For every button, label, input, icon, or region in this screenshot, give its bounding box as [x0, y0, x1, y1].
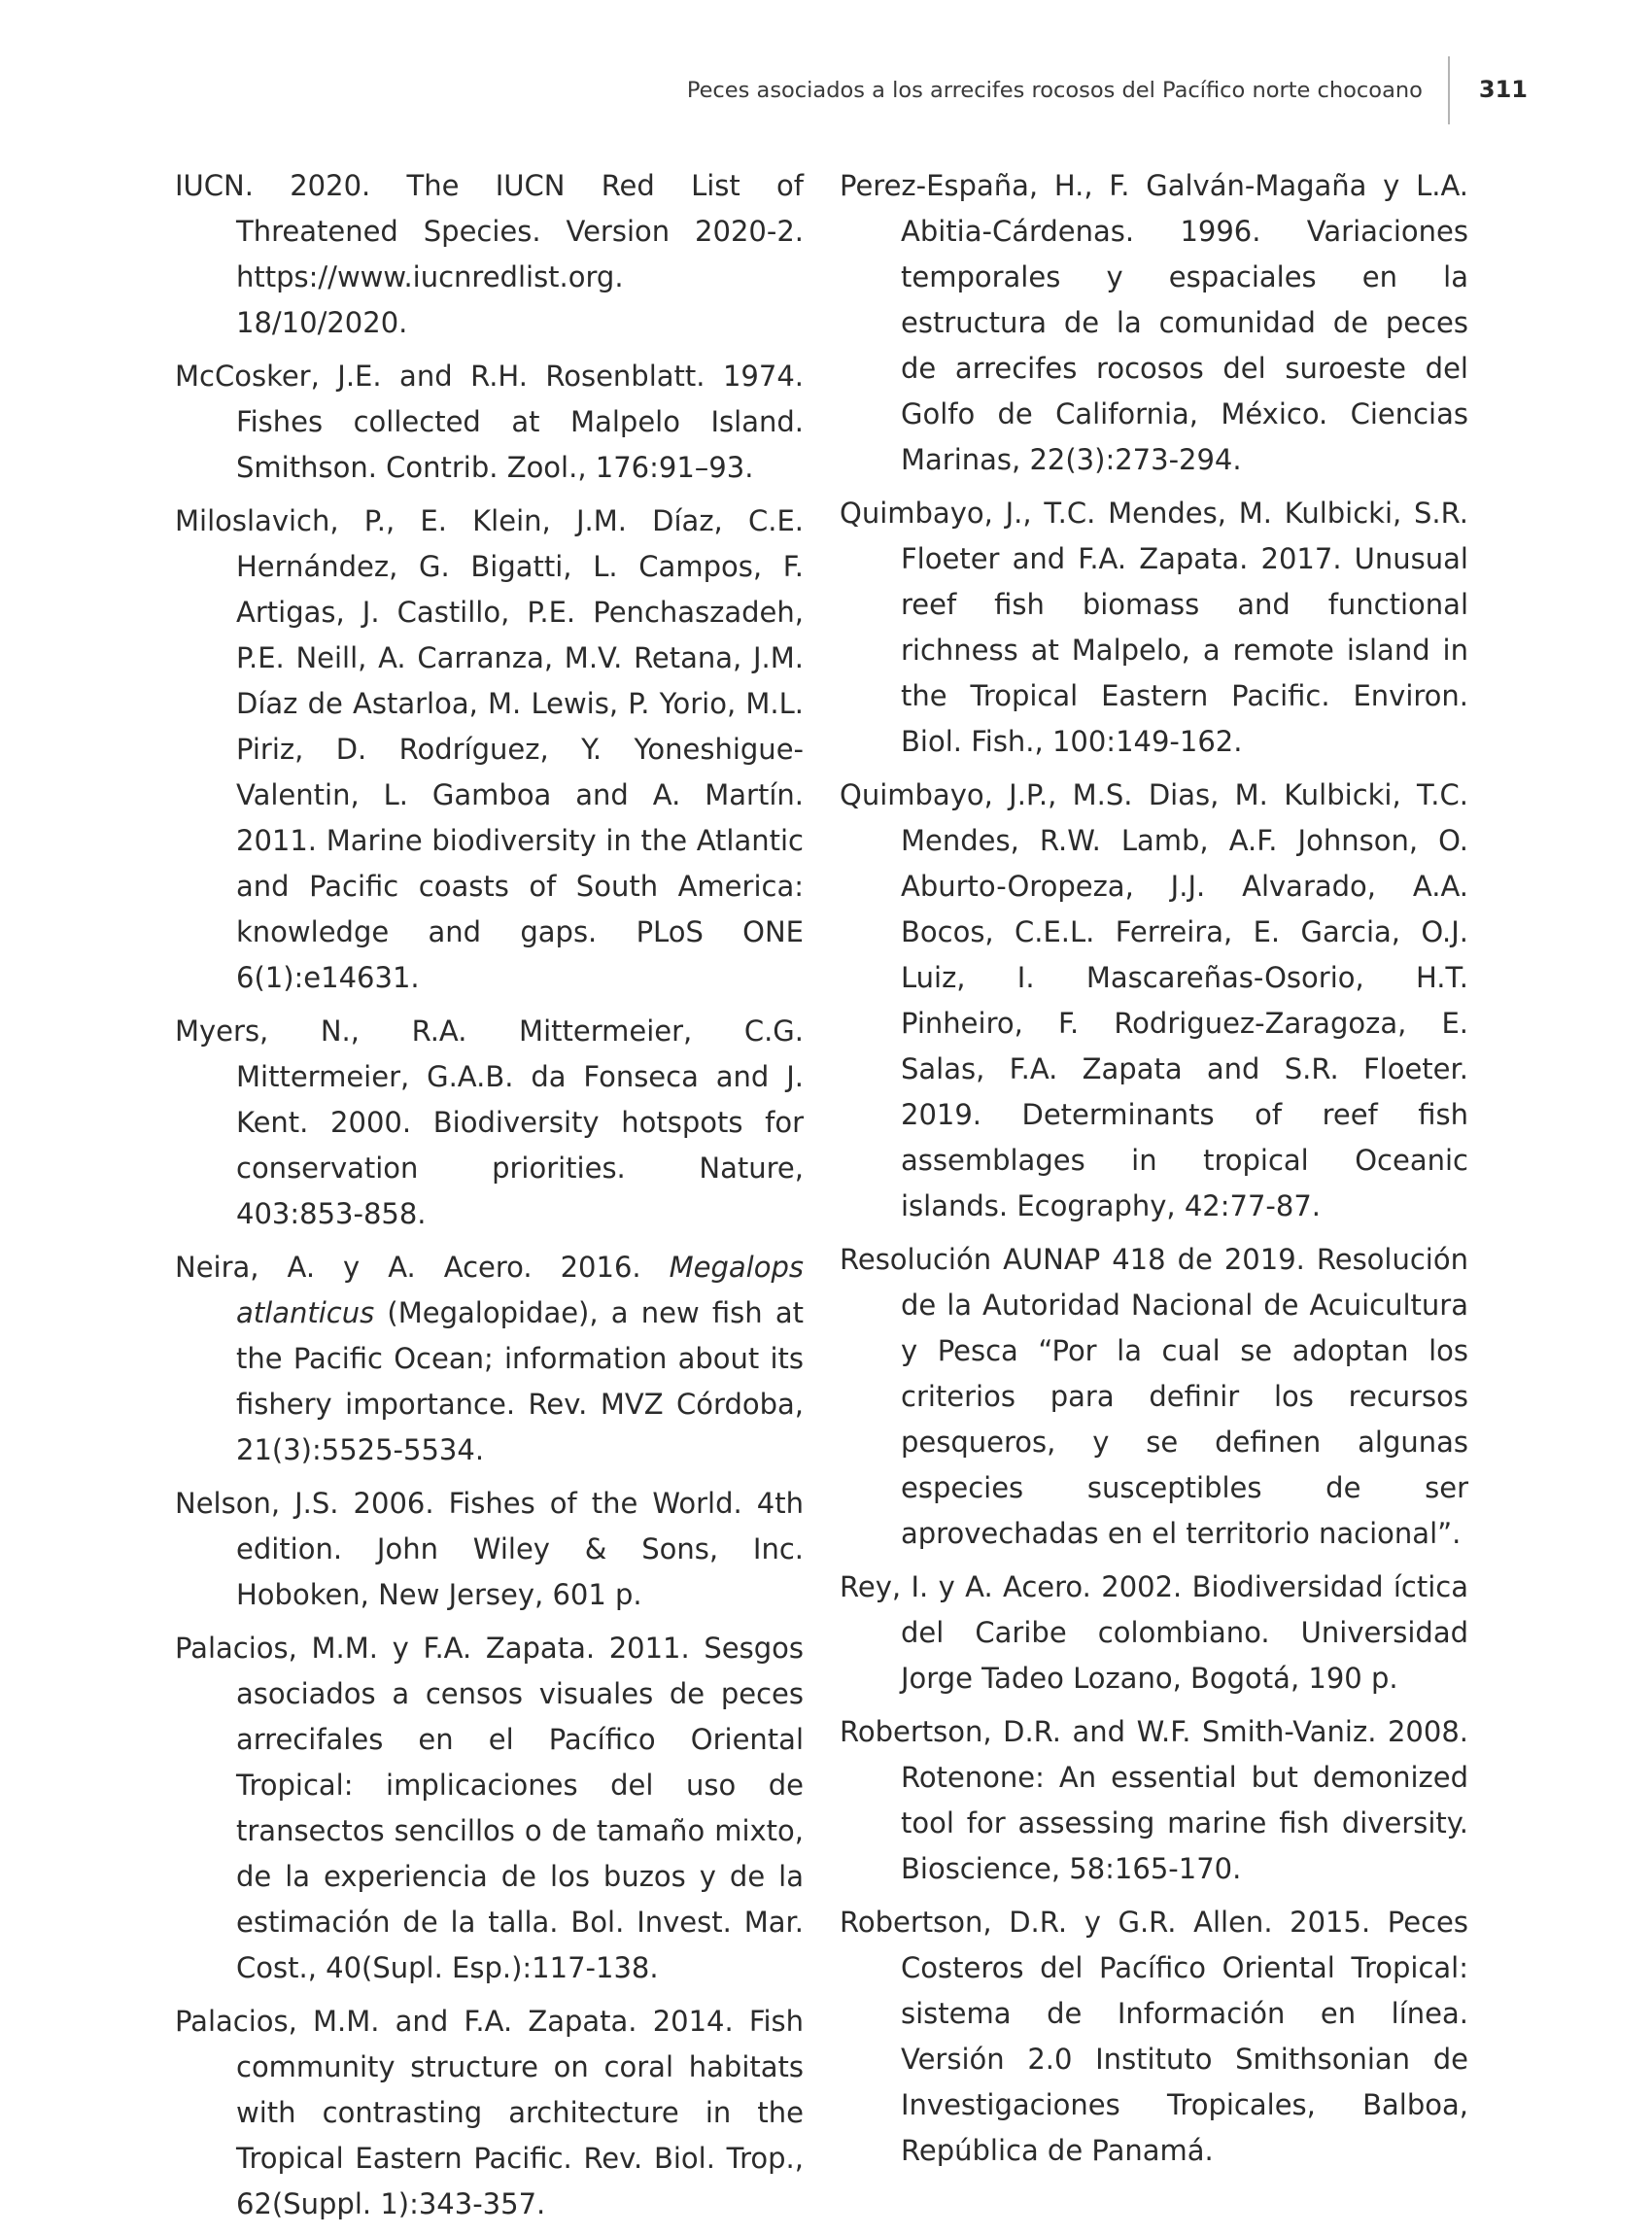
- reference-entry: Resolución AUNAP 418 de 2019. Resolución de la Autoridad Nacional de Acuicultura y Pesca “Por la cual se adoptan los criterios para definir los recursos pesqueros, y se definen algunas especies susceptibles de ser aprovechadas en el territorio nacional”.: [840, 1243, 1468, 1550]
- reference-entry: McCosker, J.E. and R.H. Rosenblatt. 1974. Fishes collected at Malpelo Island. Smithson. Contrib. Zool., 176:91–93.: [175, 360, 804, 484]
- running-title: Peces asociados a los arrecifes rocosos del Pacífico norte chocoano: [686, 78, 1423, 103]
- reference-entry: Robertson, D.R. and W.F. Smith-Vaniz. 2008. Rotenone: An essential but demonized tool for assessing marine fish diversity. Bioscience, 58:165-170.: [840, 1715, 1468, 1885]
- references-column-left: [175, 163, 804, 2235]
- species-name: Megalops atlanticus: [236, 1251, 804, 1329]
- reference-entry: Nelson, J.S. 2006. Fishes of the World. 4th edition. John Wiley & Sons, Inc. Hoboken, New Jersey, 601 p.: [175, 1487, 804, 1611]
- references-column-right: [840, 163, 1468, 2182]
- reference-entry: IUCN. 2020. The IUCN Red List of Threatened Species. Version 2020-2. https://www.iucnredlist.org. 18/10/2020.: [175, 169, 804, 339]
- reference-entry: Robertson, D.R. y G.R. Allen. 2015. Peces Costeros del Pacífico Oriental Tropical: sistema de Información en línea. Versión 2.0 Instituto Smithsonian de Investigaciones Tropicales, Balboa, República de Panamá.: [840, 1906, 1468, 2167]
- reference-entry: Palacios, M.M. y F.A. Zapata. 2011. Sesgos asociados a censos visuales de peces arrecifales en el Pacífico Oriental Tropical: implicaciones del uso de transectos sencillos o de tamaño mixto, de la experiencia de los buzos y de la estimación de la talla. Bol. Invest. Mar. Cost., 40(Supl. Esp.):117-138.: [175, 1632, 804, 1984]
- page-header: [687, 72, 1528, 130]
- reference-entry: Quimbayo, J.P., M.S. Dias, M. Kulbicki, T.C. Mendes, R.W. Lamb, A.F. Johnson, O. Aburto-Oropeza, J.J. Alvarado, A.A. Bocos, C.E.L. Ferreira, E. Garcia, O.J. Luiz, I. Mascareñas-Osorio, H.T. Pinheiro, F. Rodriguez-Zaragoza, E. Salas, F.A. Zapata and S.R. Floeter. 2019. Determinants of reef fish assemblages in tropical Oceanic islands. Ecography, 42:77-87.: [840, 778, 1468, 1222]
- reference-entry: Miloslavich, P., E. Klein, J.M. Díaz, C.E. Hernández, G. Bigatti, L. Campos, F. Artigas, J. Castillo, P.E. Penchaszadeh, P.E. Neill, A. Carranza, M.V. Retana, J.M. Díaz de Astarloa, M. Lewis, P. Yorio, M.L. Piriz, D. Rodríguez, Y. Yoneshigue-Valentin, L. Gamboa and A. Martín. 2011. Marine biodiversity in the Atlantic and Pacific coasts of South America: knowledge and gaps. PLoS ONE 6(1):e14631.: [175, 504, 804, 994]
- reference-entry: Myers, N., R.A. Mittermeier, C.G. Mittermeier, G.A.B. da Fonseca and J. Kent. 2000. Biodiversity hotspots for conservation priorities. Nature, 403:853-858.: [175, 1014, 804, 1230]
- reference-entry: Quimbayo, J., T.C. Mendes, M. Kulbicki, S.R. Floeter and F.A. Zapata. 2017. Unusual reef fish biomass and functional richness at Malpelo, a remote island in the Tropical Eastern Pacific. Environ. Biol. Fish., 100:149-162.: [840, 497, 1468, 758]
- reference-entry: Rey, I. y A. Acero. 2002. Biodiversidad íctica del Caribe colombiano. Universidad Jorge Tadeo Lozano, Bogotá, 190 p.: [840, 1570, 1468, 1695]
- reference-entry: Palacios, M.M. and F.A. Zapata. 2014. Fish community structure on coral habitats with contrasting architecture in the Tropical Eastern Pacific. Rev. Biol. Trop., 62(Suppl. 1):343-357.: [175, 2005, 804, 2220]
- reference-entry: Neira, A. y A. Acero. 2016. Megalops atlanticus (Megalopidae), a new fish at the Pacific Ocean; information about its fishery importance. Rev. MVZ Córdoba, 21(3):5525-5534.: [175, 1251, 804, 1466]
- page-number: 311: [1478, 76, 1528, 103]
- reference-entry: Perez-España, H., F. Galván-Magaña y L.A. Abitia-Cárdenas. 1996. Variaciones temporales y espaciales en la estructura de la comunidad de peces de arrecifes rocosos del suroeste del Golfo de California, México. Ciencias Marinas, 22(3):273-294.: [840, 169, 1468, 476]
